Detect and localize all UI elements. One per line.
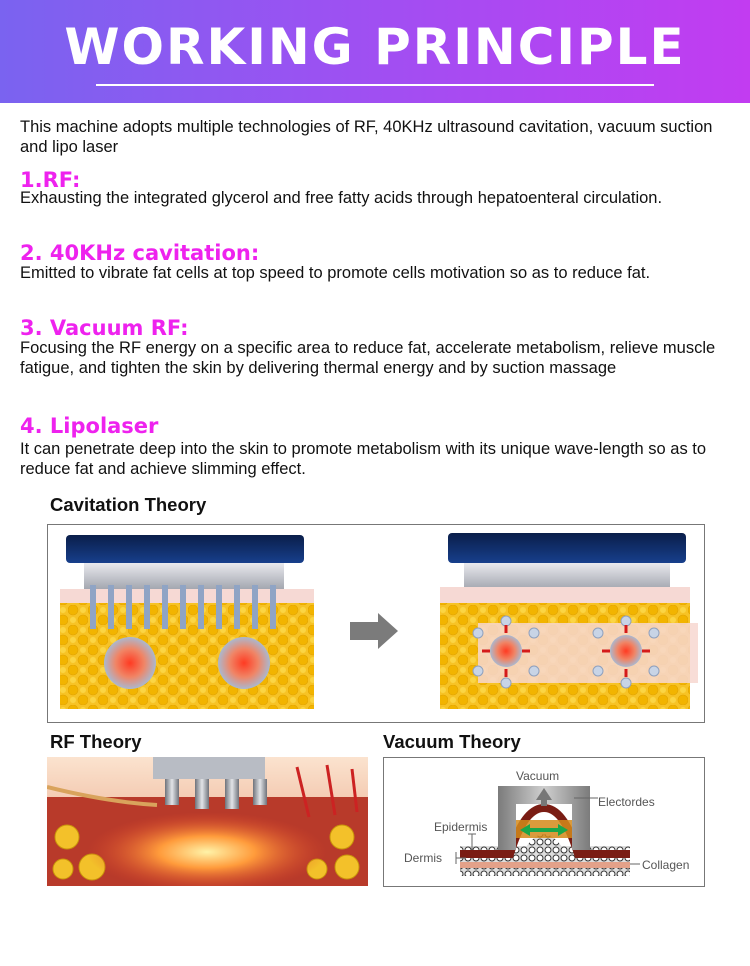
cavitation-theory-title: Cavitation Theory [50, 494, 207, 515]
section-vacuum-rf-body: Focusing the RF energy on a specific area to reduce fat, accelerate metabolism, relieve muscle fatigue, and tighten the skin by delivering thermal energy and by suction massage [20, 339, 716, 377]
rf-diagram [47, 757, 368, 886]
intro-text: This machine adopts multiple technologies of RF, 40KHz ultrasound cavitation, vacuum suction and lipo laser [20, 118, 713, 156]
cavitation-diagram [47, 524, 705, 723]
epidermis-label: Epidermis [434, 820, 488, 834]
section-lipolaser-body: It can penetrate deep into the skin to promote metabolism with its unique wave-length so as to reduce fat and achieve slimming effect. [20, 440, 707, 478]
section-rf-title: 1.RF: [20, 168, 81, 192]
page-title: WORKING PRINCIPLE [64, 18, 686, 76]
header-banner [0, 0, 750, 103]
title-underline [96, 84, 654, 86]
rf-theory-title: RF Theory [50, 731, 142, 752]
section-vacuum-rf-title: 3. Vacuum RF: [20, 316, 189, 340]
collagen-label: Collagen [642, 858, 690, 872]
dermis-label: Dermis [404, 851, 442, 865]
cavitation-illustration [48, 525, 703, 721]
rf-illustration [47, 757, 368, 886]
section-rf-body: Exhausting the integrated glycerol and free fatty acids through hepatoenteral circulation. [20, 189, 663, 207]
section-lipolaser-title: 4. Lipolaser [20, 414, 159, 438]
vacuum-theory-title: Vacuum Theory [383, 731, 521, 752]
vacuum-diagram [383, 757, 705, 887]
vacuum-label: Vacuum [516, 769, 560, 783]
arrow-right-icon [350, 613, 398, 649]
section-cavitation-title: 2. 40KHz cavitation: [20, 241, 260, 265]
electrodes-label: Electordes [598, 795, 655, 809]
section-cavitation-body: Emitted to vibrate fat cells at top speed to promote cells motivation so as to reduce fat. [20, 264, 651, 282]
